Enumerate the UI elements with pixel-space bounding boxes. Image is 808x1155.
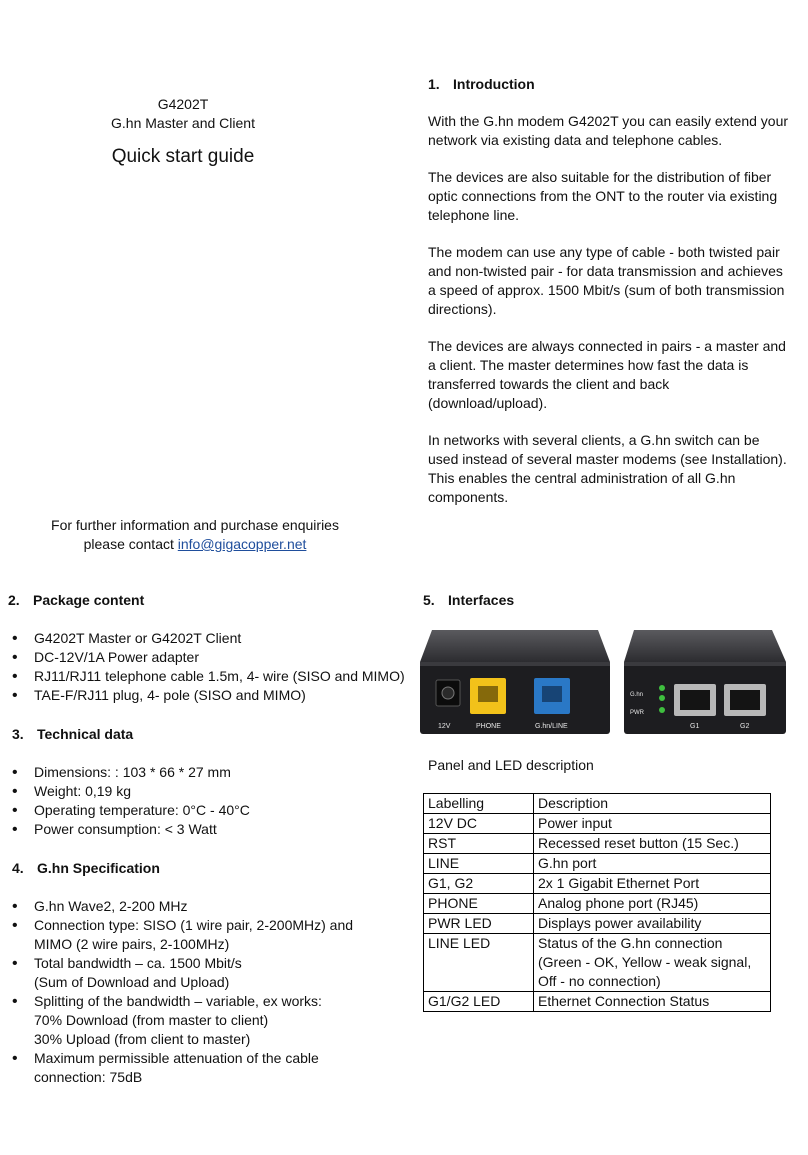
table-cell: Analog phone port (RJ45) [534, 894, 771, 914]
list-line: connection: 75dB [34, 1069, 143, 1085]
table-cell: PWR LED [424, 914, 534, 934]
dc-jack-hole [442, 687, 454, 699]
list-line: 70% Download (from master to client) [34, 1012, 269, 1028]
section-title: Technical data [37, 726, 134, 742]
section-number: 1. [428, 76, 440, 92]
package-list [8, 629, 408, 705]
pwr-led [659, 707, 665, 713]
device-front-photo [418, 628, 612, 736]
list-item: • RJ11/RJ11 telephone cable 1.5m, 4- wire (SISO and MIMO) [8, 667, 408, 686]
table-cell: Ethernet Connection Status [534, 992, 771, 1012]
line-port-socket [542, 686, 562, 702]
table-cell: PHONE [424, 894, 534, 914]
list-line: • Total bandwidth – ca. 1500 Mbit/s [34, 955, 242, 971]
ethernet-socket-g1 [680, 690, 710, 710]
section-number: 4. [12, 860, 24, 876]
table-header-cell: Labelling [424, 794, 534, 814]
intro-body [428, 112, 790, 507]
intro-heading [428, 75, 535, 94]
list-item: • Weight: 0,19 kg [8, 782, 408, 801]
section-title: G.hn Specification [37, 860, 160, 876]
table-cell: Power input [534, 814, 771, 834]
ghn-led-1 [659, 685, 665, 691]
section-number: 3. [12, 726, 24, 742]
cover-subtitle: G.hn Master and Client [111, 115, 255, 131]
table-cell: 2x 1 Gigabit Ethernet Port [534, 874, 771, 894]
panel-table-wrapper [423, 793, 771, 1012]
list-item [8, 897, 408, 916]
label-g2: G2 [740, 723, 750, 730]
table-cell: Recessed reset button (15 Sec.) [534, 834, 771, 854]
section-title: Package content [33, 592, 145, 608]
table-cell: G1, G2 [424, 874, 534, 894]
device-top-face [624, 630, 786, 662]
contact-line: For further information and purchase enquiries [51, 517, 339, 533]
list-line: MIMO (2 wire pairs, 2-100MHz) [34, 936, 230, 952]
table-row [424, 934, 771, 992]
list-item: • Operating temperature: 0°C - 40°C [8, 801, 408, 820]
table-cell: RST [424, 834, 534, 854]
list-line: • G.hn Wave2, 2-200 MHz [34, 898, 188, 914]
section-number: 5. [423, 592, 435, 608]
phone-port-socket [478, 686, 498, 702]
table-cell: 12V DC [424, 814, 534, 834]
device-rear-photo [622, 628, 788, 736]
table-cell: G.hn port [534, 854, 771, 874]
list-item: • G4202T Master or G4202T Client [8, 629, 408, 648]
table-cell: LINE [424, 854, 534, 874]
list-item [8, 916, 408, 954]
table-cell: G1/G2 LED [424, 992, 534, 1012]
contact-line-2 [0, 535, 390, 554]
label-line: G.hn/LINE [535, 723, 568, 730]
list-item [8, 954, 408, 992]
cover-title: Quick start guide [111, 146, 255, 167]
table-row [424, 914, 771, 934]
section-title: Introduction [453, 76, 535, 92]
device-edge [420, 662, 610, 666]
contact-block [0, 516, 390, 554]
device-front-illustration [418, 628, 612, 736]
interfaces-heading [423, 591, 514, 610]
table-cell: Displays power availability [534, 914, 771, 934]
label-g1: G1 [690, 723, 700, 730]
list-item: • Power consumption: < 3 Watt [8, 820, 408, 839]
spec-list [8, 897, 408, 1087]
device-rear-illustration [622, 628, 788, 736]
table-cell: Status of the G.hn connection (Green - OK, Yellow - weak signal, Off - no connection) [534, 934, 771, 992]
table-header-row [424, 794, 771, 814]
table-row [424, 894, 771, 914]
label-ghn-led: G.hn [630, 692, 644, 698]
contact-prefix: please contact [83, 536, 178, 552]
table-cell: LINE LED [424, 934, 534, 992]
list-line: • Splitting of the bandwidth – variable, ex works: [34, 993, 322, 1009]
section-number: 2. [8, 592, 20, 608]
section-title: Interfaces [448, 592, 515, 608]
technical-heading [12, 725, 133, 744]
table-row [424, 874, 771, 894]
table-row [424, 854, 771, 874]
table-row [424, 834, 771, 854]
list-line: (Sum of Download and Upload) [34, 974, 230, 990]
ghn-led-2 [659, 695, 665, 701]
table-caption: Panel and LED description [428, 757, 594, 773]
intro-paragraph: In networks with several clients, a G.hn switch can be used instead of several master modems (see Installation). This enables the central administration of all G.hn components. [428, 432, 787, 505]
list-item [8, 992, 408, 1049]
table-row [424, 814, 771, 834]
intro-paragraph: The devices are also suitable for the distribution of fiber optic connections from the ONT to the router via existing telephone line. [428, 169, 778, 223]
list-line: 30% Upload (from client to master) [34, 1031, 251, 1047]
technical-list [8, 763, 408, 839]
spec-heading [12, 859, 160, 878]
intro-paragraph: The modem can use any type of cable - both twisted pair and non-twisted pair - for data transmission and achieves a speed of approx. 1500 Mbit/s (sum of both transmission directions). [428, 244, 785, 317]
model-name: G4202T [157, 96, 209, 112]
table-header-cell: Description [534, 794, 771, 814]
intro-paragraph: The devices are always connected in pairs - a master and a client. The master determines how fast the data is transferred towards the client and back (download/upload). [428, 338, 786, 411]
intro-paragraph: With the G.hn modem G4202T you can easily extend your network via existing data and telephone cables. [428, 113, 789, 148]
device-top-face [420, 630, 610, 662]
package-heading [8, 591, 144, 610]
contact-email-link[interactable]: info@gigacopper.net [177, 536, 307, 552]
label-dc: 12V [438, 723, 451, 730]
list-line: • Connection type: SISO (1 wire pair, 2-200MHz) and [34, 917, 354, 933]
cover-block [40, 95, 326, 169]
ethernet-socket-g2 [730, 690, 760, 710]
device-edge [624, 662, 786, 666]
list-item: • DC-12V/1A Power adapter [8, 648, 408, 667]
list-item [8, 1049, 408, 1087]
list-item: • Dimensions: : 103 * 66 * 27 mm [8, 763, 408, 782]
label-phone: PHONE [476, 723, 501, 730]
table-row [424, 992, 771, 1012]
label-pwr-led: PWR [630, 710, 644, 716]
panel-led-table [423, 793, 771, 1012]
list-line: • Maximum permissible attenuation of the cable [34, 1050, 319, 1066]
list-item: • TAE-F/RJ11 plug, 4- pole (SISO and MIMO) [8, 686, 408, 705]
